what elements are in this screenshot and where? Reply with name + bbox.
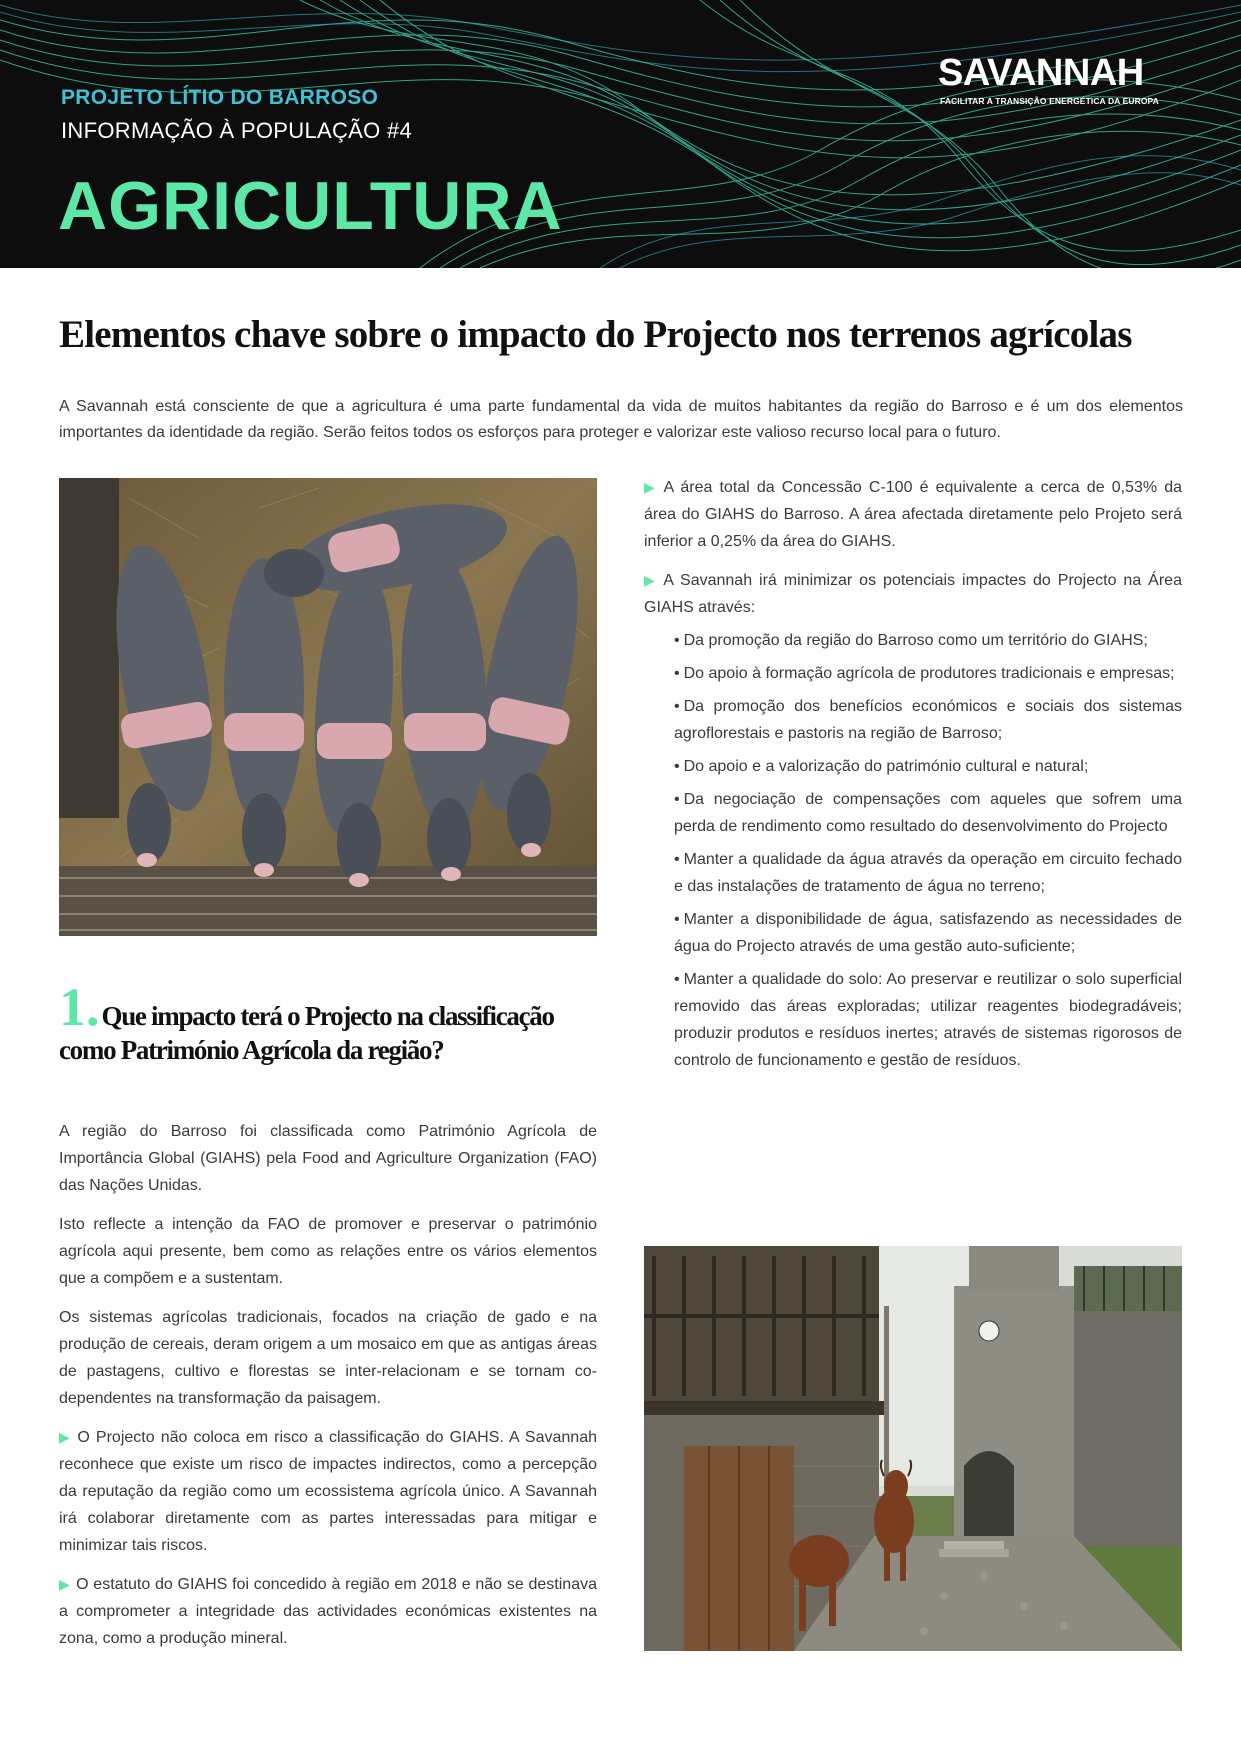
list-item	[674, 627, 1182, 654]
list-item	[674, 906, 1182, 960]
arrow-paragraph	[59, 1571, 597, 1652]
logo-wordmark: SAVANNAH	[938, 52, 1144, 94]
arrow-paragraph	[644, 474, 1182, 555]
arrow-icon: ▶	[644, 572, 658, 588]
list-item	[674, 966, 1182, 1074]
section-number: 1.	[59, 977, 100, 1037]
bullet-icon: •	[674, 971, 680, 988]
bullet-icon: •	[674, 791, 680, 808]
bullet-icon: •	[674, 758, 680, 775]
issue-label: INFORMAÇÃO À POPULAÇÃO #4	[61, 118, 413, 143]
list-item-text: Da promoção dos benefícios económicos e sociais dos sistemas agroflorestais e pastoris na região de Barroso;	[674, 698, 1182, 742]
list-item	[674, 660, 1182, 687]
bullet-icon: •	[674, 911, 680, 928]
savannah-logo	[938, 54, 1184, 110]
list-item	[674, 693, 1182, 747]
arrow-paragraph	[59, 1424, 597, 1559]
list-item-text: Manter a qualidade da água através da operação em circuito fechado e das instalações de tratamento de água no terreno;	[674, 851, 1182, 895]
page-title: AGRICULTURA	[58, 168, 563, 244]
measures-list	[674, 627, 1182, 1074]
list-item-text: Da negociação de compensações com aqueles que sofrem uma perda de rendimento como resultado do desenvolvimento do Projecto	[674, 791, 1182, 835]
arrow-paragraph-text: A Savannah irá minimizar os potenciais impactes do Projecto na Área GIAHS através:	[644, 572, 1182, 616]
bullet-icon: •	[674, 851, 680, 868]
list-item-text: Do apoio e a valorização do património cultural e natural;	[683, 758, 1089, 775]
list-item	[674, 753, 1182, 780]
paragraph: A região do Barroso foi classificada como Património Agrícola de Importância Global (GIAHS) pela Food and Agriculture Organization (FAO) das Nações Unidas.	[59, 1123, 597, 1194]
piglets-photo	[59, 478, 597, 936]
intro-paragraph: A Savannah está consciente de que a agricultura é uma parte fundamental da vida de muitos habitantes da região do Barroso e é um dos elementos importantes da identidade da região. Serão feitos todos os esforços para proteger e valorizar este valioso recurso local para o futuro.	[59, 398, 1183, 441]
header-banner	[0, 0, 1241, 268]
section-1-title: Que impacto terá o Projecto na classificação como Património Agrícola da região?	[59, 1001, 554, 1065]
village-cattle-photo	[644, 1246, 1182, 1651]
logo-tagline: FACILITAR A TRANSIÇÃO ENERGÉTICA DA EUROPA	[940, 96, 1159, 106]
paragraph: Isto reflecte a intenção da FAO de promover e preservar o património agrícola aqui presente, bem como as relações entre os vários elementos que a compõem e a sustentam.	[59, 1216, 597, 1287]
paragraph: Os sistemas agrícolas tradicionais, focados na criação de gado e na produção de cereais, deram origem a um mosaico em que as antigas áreas de pastagens, cultivo e florestas se inter-relacionam e se tornam co-dependentes na transformação da paisagem.	[59, 1309, 597, 1407]
list-item-text: Manter a qualidade do solo: Ao preservar e reutilizar o solo superficial removido das áreas exploradas; utilizar reagentes biodegradáveis; produzir produtos e resíduos inertes; através de sistemas rigorosos de controlo de funcionamento e gestão de resíduos.	[674, 971, 1182, 1069]
arrow-icon: ▶	[59, 1429, 72, 1445]
list-item-text: Manter a disponibilidade de água, satisfazendo as necessidades de água do Projecto através de uma gestão auto-suficiente;	[674, 911, 1182, 955]
bullet-icon: •	[674, 698, 680, 715]
arrow-paragraph-text: O estatuto do GIAHS foi concedido à região em 2018 e não se destinava a comprometer a integridade das actividades económicas existentes na zona, como a produção mineral.	[59, 1576, 597, 1647]
arrow-paragraph-text: A área total da Concessão C-100 é equivalente a cerca de 0,53% da área do GIAHS do Barroso. A área afectada diretamente pelo Projeto será inferior a 0,25% da área do GIAHS.	[644, 479, 1182, 550]
bullet-icon: •	[674, 632, 680, 649]
project-name: PROJETO LÍTIO DO BARROSO	[61, 86, 379, 109]
arrow-paragraph	[644, 567, 1182, 621]
main-heading: Elementos chave sobre o impacto do Projecto nos terrenos agrícolas	[59, 313, 1132, 356]
left-column-text	[59, 1118, 597, 1664]
list-item	[674, 846, 1182, 900]
arrow-paragraph-text: O Projecto não coloca em risco a classificação do GIAHS. A Savannah reconhece que existe um risco de impactes indirectos, como a percepção da reputação da região como um ecossistema agrícola único. A Savannah irá colaborar diretamente com as partes interessadas para mitigar e minimizar tais riscos.	[59, 1429, 597, 1554]
arrow-icon: ▶	[644, 479, 658, 495]
right-column-text	[644, 474, 1182, 1080]
list-item-text: Do apoio à formação agrícola de produtores tradicionais e empresas;	[683, 665, 1175, 682]
arrow-icon: ▶	[59, 1576, 71, 1592]
section-1-heading	[59, 977, 599, 1067]
list-item	[674, 786, 1182, 840]
bullet-icon: •	[674, 665, 680, 682]
list-item-text: Da promoção da região do Barroso como um território do GIAHS;	[683, 632, 1148, 649]
